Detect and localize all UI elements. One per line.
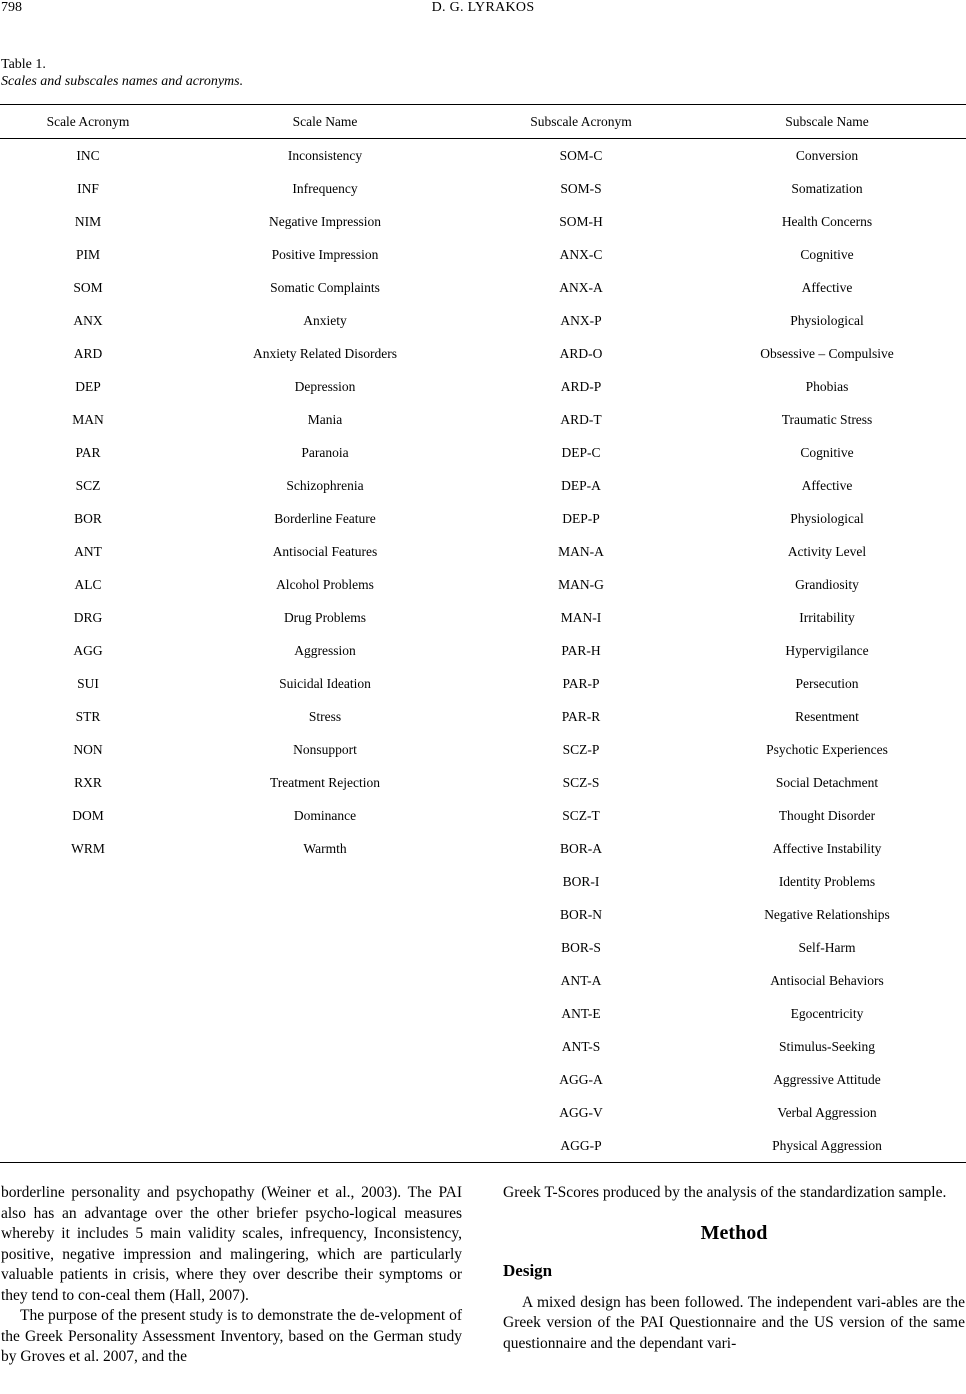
table-cell: BOR xyxy=(74,510,102,526)
table-row xyxy=(0,1096,966,1129)
table-cell: AGG-A xyxy=(559,1071,603,1087)
table-label: Table 1. xyxy=(1,57,46,72)
table-cell: SCZ-P xyxy=(562,741,600,757)
table-cell: DEP-C xyxy=(561,444,601,460)
table-cell: RXR xyxy=(74,774,102,790)
table-cell: Treatment Rejection xyxy=(269,774,381,790)
table-cell: Alcohol Problems xyxy=(276,576,374,592)
table-cell: Schizophrenia xyxy=(286,477,364,493)
table-cell: ARD xyxy=(73,345,103,361)
table-row xyxy=(0,1063,966,1096)
table-cell: Physiological xyxy=(790,510,864,526)
table-cell: Phobias xyxy=(805,378,849,394)
table-cell xyxy=(0,1030,176,1063)
table-cell: ARD-P xyxy=(560,378,602,394)
paragraph: Greek T-Scores produced by the analysis of the standardization sample. xyxy=(503,1184,947,1201)
table-row xyxy=(0,865,966,898)
table-cell: Anxiety xyxy=(303,312,347,328)
table-cell xyxy=(176,997,474,1030)
table-cell: Physical Aggression xyxy=(772,1137,882,1153)
table-cell: ANX-C xyxy=(559,246,603,262)
table-cell: BOR-I xyxy=(562,873,600,889)
table-cell: Thought Disorder xyxy=(778,807,876,823)
table-row xyxy=(0,403,966,436)
table-cell: Somatization xyxy=(791,180,863,196)
table-cell: ANT-E xyxy=(561,1005,601,1021)
table-cell: Cognitive xyxy=(800,246,854,262)
table-cell: DEP-P xyxy=(562,510,600,526)
table-cell: Egocentricity xyxy=(790,1005,864,1021)
table-cell: BOR-N xyxy=(559,906,602,922)
table-cell: Borderline Feature xyxy=(274,510,376,526)
table-cell: STR xyxy=(75,708,101,724)
left-column xyxy=(1,1183,462,1368)
paragraph: borderline personality and psychopathy (Weiner et al., 2003). The PAI also has an advantage over the other briefer psycho-logical measures whereby it includes 5 main validity scales, infrequency, Inconsistency, positive, negative impression and malingering, which are particularly valuable patients in crisis, where they over describe their symptoms or they tend to con-ceal them (Hall, 2007). xyxy=(1,1184,462,1304)
table-cell xyxy=(176,865,474,898)
table-row xyxy=(0,931,966,964)
table-cell: WRM xyxy=(71,840,105,856)
table-row xyxy=(0,634,966,667)
table-cell: Affective xyxy=(801,477,853,493)
table-row xyxy=(0,832,966,865)
table-row xyxy=(0,535,966,568)
table-cell: Grandiosity xyxy=(795,576,859,592)
table-row xyxy=(0,997,966,1030)
table-cell xyxy=(176,1129,474,1163)
table-cell: Drug Problems xyxy=(283,609,367,625)
table-body xyxy=(0,139,966,1163)
table-cell: Aggression xyxy=(294,642,356,658)
table-cell: Inconsistency xyxy=(287,147,363,163)
table-cell: MAN-I xyxy=(560,609,602,625)
table-cell: Stress xyxy=(308,708,342,724)
running-title: D. G. LYRAKOS xyxy=(431,0,535,15)
table-header-row xyxy=(0,105,966,139)
table-cell: DRG xyxy=(73,609,103,625)
table-cell: SUI xyxy=(77,675,99,691)
table-cell: ANX xyxy=(73,312,103,328)
scales-table xyxy=(0,104,966,1163)
table-cell: ANX-P xyxy=(560,312,602,328)
table-cell: SOM-C xyxy=(559,147,603,163)
table-cell: PAR-P xyxy=(562,675,600,691)
table-cell: DEP xyxy=(75,378,101,394)
table-cell xyxy=(0,865,176,898)
table-cell: Identity Problems xyxy=(778,873,876,889)
table-cell: Hypervigilance xyxy=(785,642,869,658)
table-cell: ALC xyxy=(74,576,102,592)
table-row xyxy=(0,304,966,337)
table-row xyxy=(0,733,966,766)
table-cell: Negative Impression xyxy=(268,213,382,229)
table-cell: Psychotic Experiences xyxy=(766,741,888,757)
table-cell: Anxiety Related Disorders xyxy=(253,345,397,361)
table-row xyxy=(0,1129,966,1163)
table-cell: Resentment xyxy=(795,708,859,724)
table-cell: SOM-S xyxy=(560,180,602,196)
table-cell xyxy=(0,1129,176,1163)
table-cell: AGG xyxy=(73,642,103,658)
table-cell: SCZ xyxy=(75,477,101,493)
table-cell: DEP-A xyxy=(561,477,601,493)
table-cell: Aggressive Attitude xyxy=(773,1071,881,1087)
table-cell: ANT xyxy=(74,543,102,559)
table-row xyxy=(0,964,966,997)
table-cell: MAN-G xyxy=(558,576,604,592)
table-row xyxy=(0,799,966,832)
paragraph: A mixed design has been followed. The independent vari-ables are the Greek version of the PAI Questionnaire and the US version of the same questionnaire and the dependant vari- xyxy=(503,1293,965,1352)
table-cell xyxy=(176,1096,474,1129)
table-row xyxy=(0,502,966,535)
table-cell: AGG-V xyxy=(559,1104,603,1120)
table-cell: Positive Impression xyxy=(271,246,379,262)
table-cell: Warmth xyxy=(303,840,347,856)
table-cell: Antisocial Features xyxy=(272,543,378,559)
table-cell: MAN-A xyxy=(558,543,604,559)
table-cell xyxy=(0,898,176,931)
table-cell: Affective xyxy=(801,279,853,295)
table-cell: NIM xyxy=(74,213,102,229)
table-row xyxy=(0,238,966,271)
table-cell xyxy=(0,1063,176,1096)
table-cell xyxy=(0,997,176,1030)
table-cell: SCZ-S xyxy=(562,774,600,790)
table-cell: SOM-H xyxy=(559,213,603,229)
table-cell: BOR-S xyxy=(561,939,601,955)
table-cell: Affective Instability xyxy=(772,840,882,856)
table-cell: Irritability xyxy=(799,609,855,625)
table-cell xyxy=(176,1063,474,1096)
table-row xyxy=(0,370,966,403)
table-cell: PIM xyxy=(75,246,100,262)
table-cell: Physiological xyxy=(790,312,864,328)
table-cell: PAR xyxy=(75,444,101,460)
table-row xyxy=(0,700,966,733)
table-cell: Suicidal Ideation xyxy=(279,675,371,691)
table-cell: Social Detachment xyxy=(775,774,879,790)
column-header: Scale Name xyxy=(176,105,474,139)
table-row xyxy=(0,568,966,601)
table-row xyxy=(0,271,966,304)
table-cell: ARD-T xyxy=(560,411,602,427)
section-heading-method: Method xyxy=(700,1221,768,1244)
table-cell: Verbal Aggression xyxy=(777,1104,877,1120)
table-cell: Nonsupport xyxy=(293,741,357,757)
table-cell: SOM xyxy=(73,279,103,295)
table-cell: Persecution xyxy=(795,675,859,691)
table-cell xyxy=(0,964,176,997)
table-row xyxy=(0,469,966,502)
table-cell: Mania xyxy=(307,411,343,427)
table-row xyxy=(0,436,966,469)
column-header: Subscale Acronym xyxy=(474,105,688,139)
table-cell: Obsessive – Compulsive xyxy=(760,345,894,361)
table-cell: Somatic Complaints xyxy=(270,279,380,295)
table-cell: INC xyxy=(76,147,100,163)
table-row xyxy=(0,172,966,205)
table-cell: PAR-H xyxy=(561,642,601,658)
table-row xyxy=(0,1030,966,1063)
table-cell: Activity Level xyxy=(787,543,867,559)
table-cell xyxy=(0,1096,176,1129)
table-caption xyxy=(1,56,243,90)
table-cell: ANT-A xyxy=(560,972,602,988)
table-row xyxy=(0,601,966,634)
table-cell: Negative Relationships xyxy=(764,906,890,922)
table-cell xyxy=(176,931,474,964)
table-cell: Self-Harm xyxy=(798,939,856,955)
paragraph: The purpose of the present study is to demonstrate the de-velopment of the Greek Personality Assessment Inventory, based on the German study by Groves et al. 2007, and the xyxy=(1,1307,462,1365)
column-header: Subscale Name xyxy=(688,105,966,139)
table-cell: Paranoia xyxy=(301,444,349,460)
table-cell: Infrequency xyxy=(292,180,358,196)
table-cell xyxy=(0,931,176,964)
page-header xyxy=(0,0,966,20)
table-row xyxy=(0,898,966,931)
table-cell: Traumatic Stress xyxy=(781,411,873,427)
table-cell: Antisocial Behaviors xyxy=(770,972,884,988)
table-cell: BOR-A xyxy=(559,840,602,856)
table-cell: ANX-A xyxy=(559,279,603,295)
table-cell: Dominance xyxy=(293,807,357,823)
table-cell: ARD-O xyxy=(559,345,603,361)
table-row xyxy=(0,205,966,238)
table-cell xyxy=(176,964,474,997)
table-cell: SCZ-T xyxy=(562,807,600,823)
table-cell: Cognitive xyxy=(800,444,854,460)
table-cell xyxy=(176,1030,474,1063)
table-row xyxy=(0,766,966,799)
table-cell: Stimulus-Seeking xyxy=(778,1038,875,1054)
table-cell: Conversion xyxy=(795,147,859,163)
table-cell: PAR-R xyxy=(561,708,601,724)
table-cell: INF xyxy=(77,180,99,196)
right-column xyxy=(503,1183,965,1354)
page-number: 798 xyxy=(1,0,22,15)
subsection-heading-design: Design xyxy=(503,1261,553,1280)
table-row xyxy=(0,139,966,173)
column-header: Scale Acronym xyxy=(0,105,176,139)
table-cell: Depression xyxy=(294,378,356,394)
table-cell: NON xyxy=(73,741,103,757)
table-cell: ANT-S xyxy=(561,1038,601,1054)
table-cell: MAN xyxy=(72,411,104,427)
table-row xyxy=(0,667,966,700)
table-row xyxy=(0,337,966,370)
table-title: Scales and subscales names and acronyms. xyxy=(1,74,244,89)
table-cell: DOM xyxy=(72,807,104,823)
table-cell: Health Concerns xyxy=(781,213,873,229)
table-cell xyxy=(176,898,474,931)
table-cell: AGG-P xyxy=(560,1137,602,1153)
